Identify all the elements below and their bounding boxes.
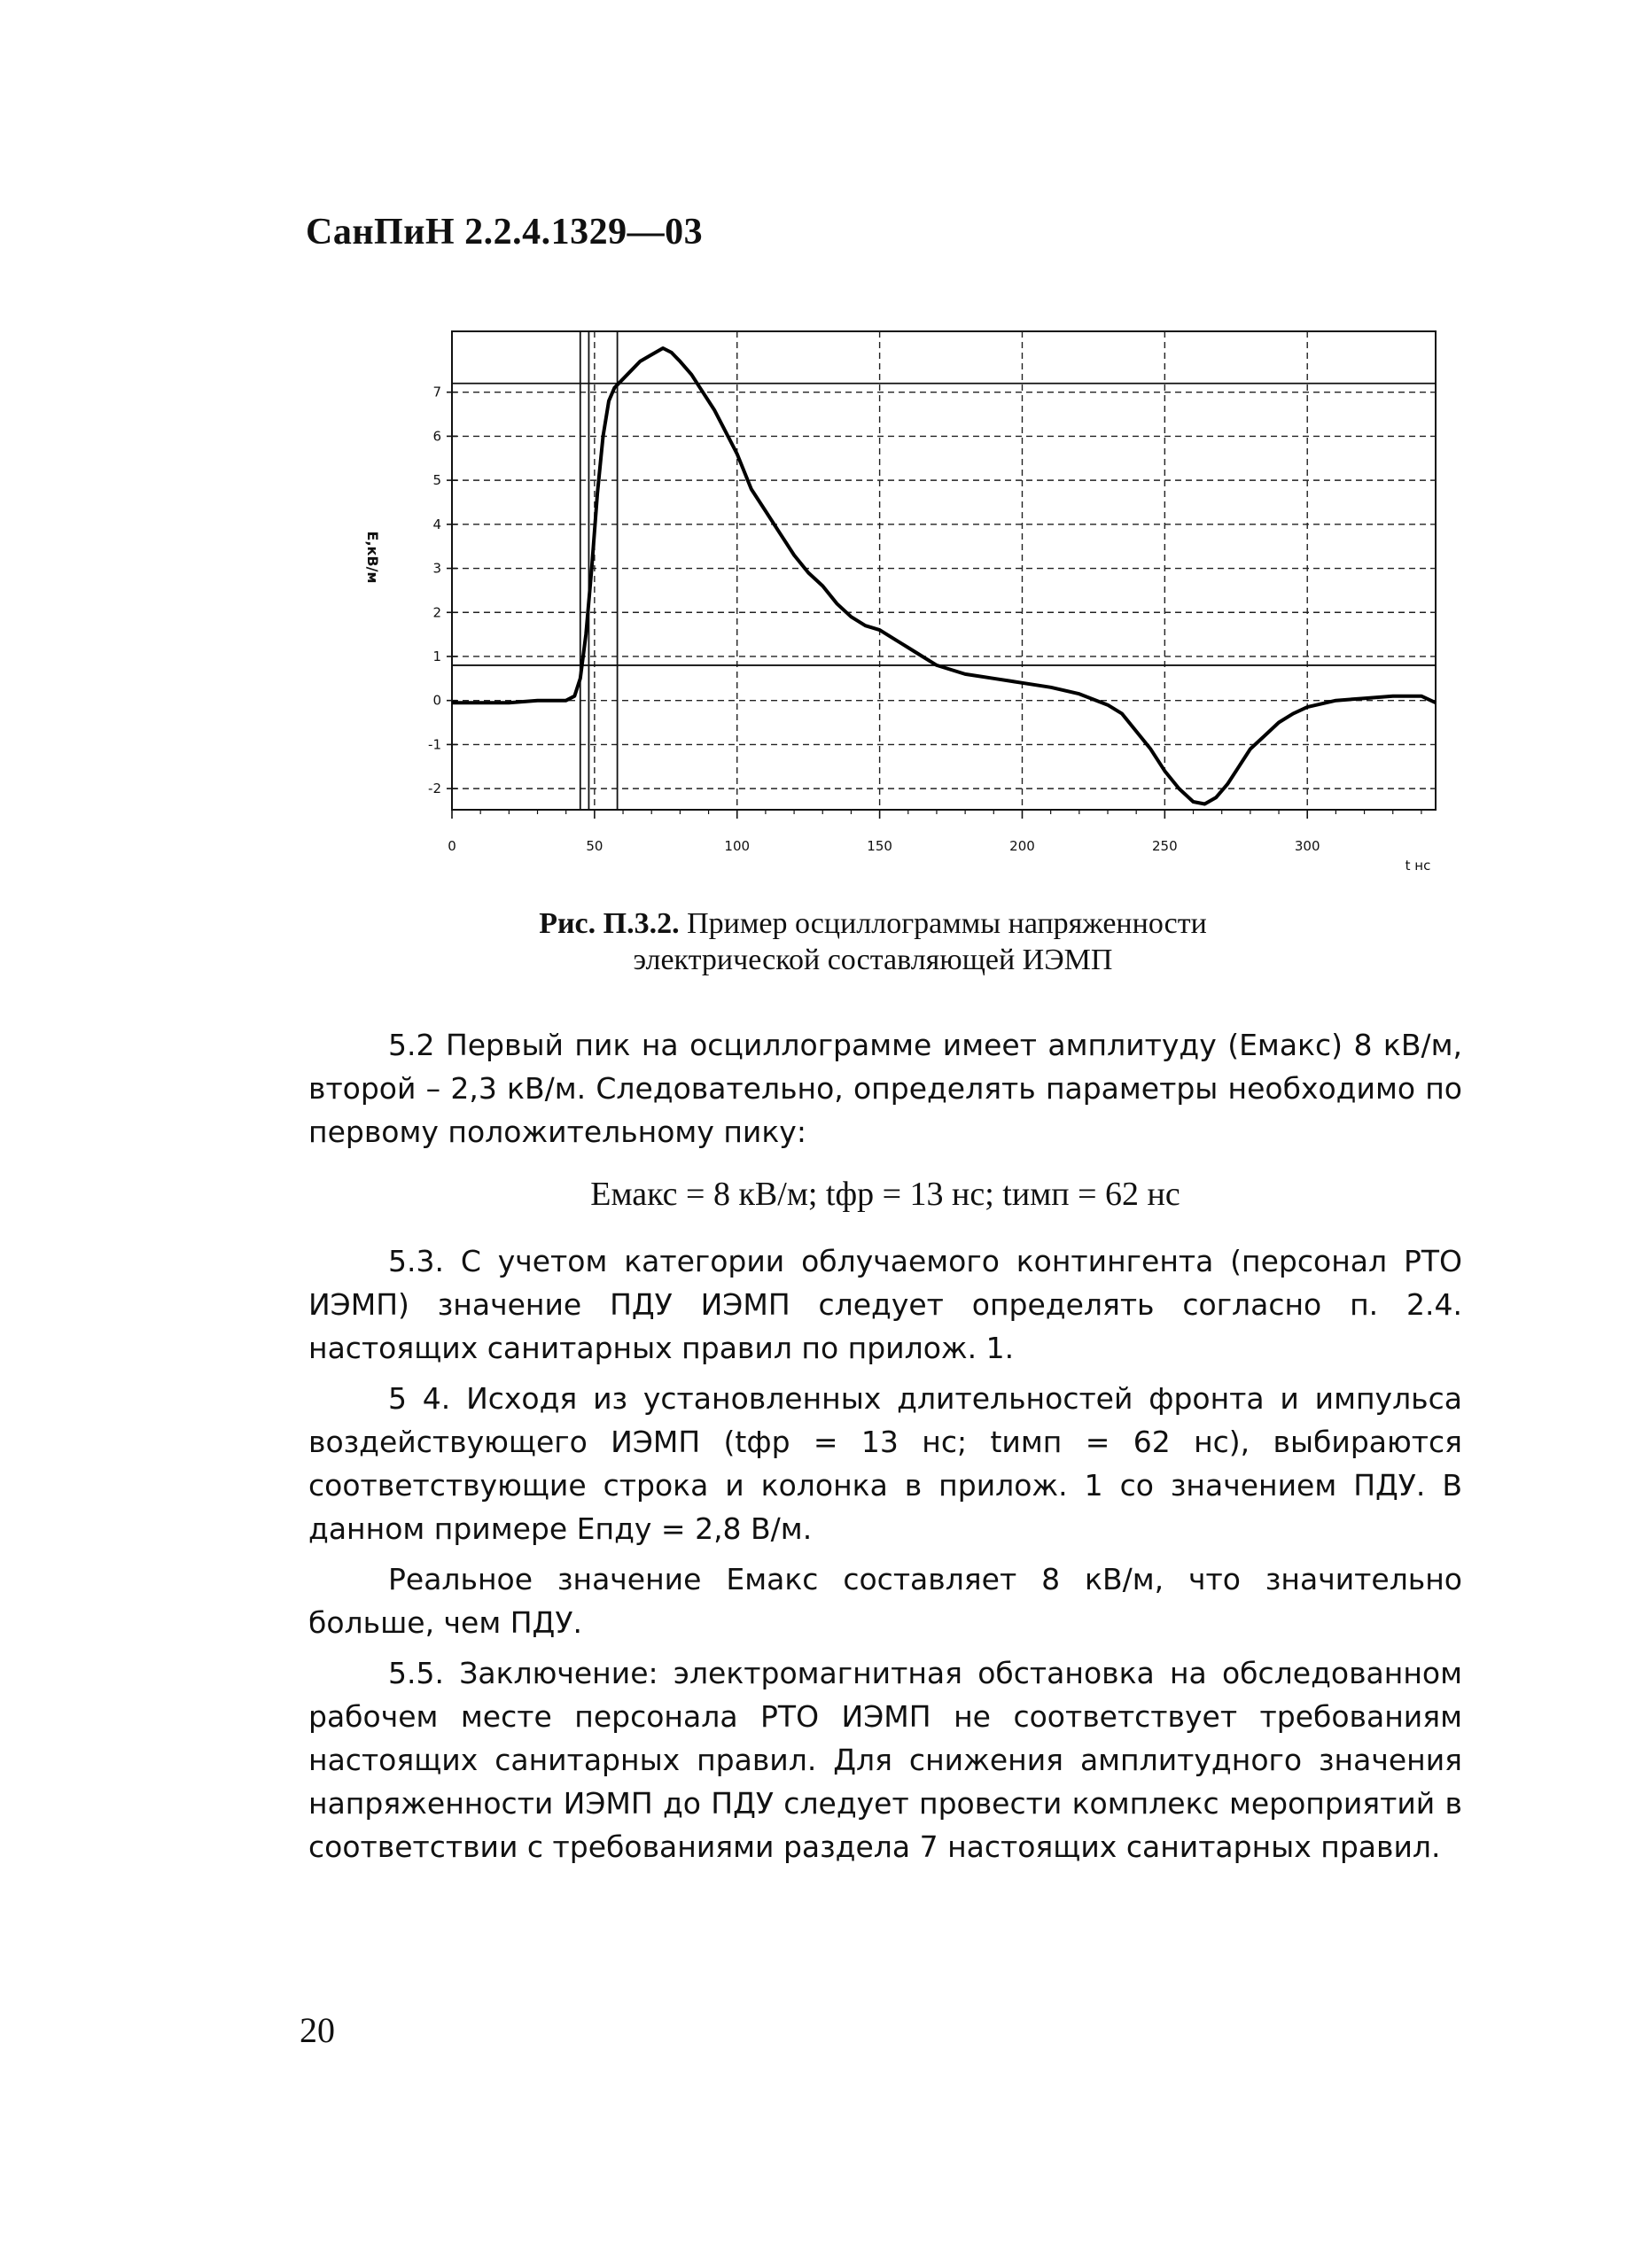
figure-caption [372, 905, 1374, 978]
oscillogram-chart [328, 319, 1453, 886]
y-tick-label: 0 [432, 692, 441, 709]
caption-line-1: Пример осциллограммы напряженности [687, 907, 1207, 940]
x-tick-label: 150 [867, 838, 892, 854]
y-tick-label: 4 [432, 516, 441, 532]
x-tick-label: 250 [1152, 838, 1178, 854]
formula: Eмакс = 8 кВ/м; tфр = 13 нс; tимп = 62 нс [590, 1176, 1180, 1213]
y-tick-label: 7 [432, 384, 441, 400]
x-axis-label: t нс [1405, 858, 1431, 874]
x-tick-label: 100 [724, 838, 751, 854]
y-axis-label: E,кВ/м [364, 531, 381, 584]
y-tick-label: -1 [428, 736, 441, 753]
series-line [452, 348, 1436, 804]
document-header: СанПиН 2.2.4.1329—03 [306, 212, 704, 252]
x-tick-label: 50 [586, 838, 603, 854]
x-tick-label: 200 [1009, 838, 1035, 854]
paragraph-5-5: 5.5. Заключение: электромагнитная обстановка на обследованном рабочем месте персонала РТО ИЭМП не соответствует требованиям настоящих санитарных правил. Для снижения амплитудного значения напряженности ИЭМП до ПДУ следует провести комплекс мероприятий в соответствии с требованиями раздела 7 настоящих санитарных правил. [308, 1656, 1462, 1864]
y-tick-label: -2 [428, 781, 441, 797]
paragraph-real-value: Реальное значение Eмакс составляет 8 кВ/м, что значительно больше, чем ПДУ. [308, 1562, 1462, 1640]
caption-line-2: электрической составляющей ИЭМП [633, 944, 1113, 976]
paragraph-5-2: 5.2 Первый пик на осциллограмме имеет амплитуду (Eмакс) 8 кВ/м, второй – 2,3 кВ/м. Следовательно, определять параметры необходимо по первому положительному пику: [308, 1028, 1462, 1149]
y-tick-label: 2 [432, 604, 441, 621]
plot-frame [452, 331, 1436, 810]
y-tick-label: 1 [432, 648, 441, 664]
y-tick-label: 6 [432, 428, 441, 445]
body-text [308, 1023, 1462, 1876]
paragraph-5-3: 5.3. С учетом категории облучаемого контингента (персонал РТО ИЭМП) значение ПДУ ИЭМП следует определять согласно п. 2.4. настоящих санитарных правил по прилож. 1. [308, 1244, 1462, 1365]
x-tick-label: 0 [448, 838, 456, 854]
page-number: 20 [300, 2010, 335, 2050]
figure-number: Рис. П.3.2. [539, 907, 680, 940]
y-tick-label: 5 [432, 472, 441, 489]
paragraph-5-4: 5 4. Исходя из установленных длительностей фронта и импульса воздействующего ИЭМП (tфр = 13 нс; tимп = 62 нс), выбираются соответствующие строка и колонка в прилож. 1 со значением ПДУ. В данном примере Eпду = 2,8 В/м. [308, 1381, 1462, 1546]
x-tick-label: 300 [1294, 838, 1320, 854]
y-tick-label: 3 [432, 560, 441, 577]
